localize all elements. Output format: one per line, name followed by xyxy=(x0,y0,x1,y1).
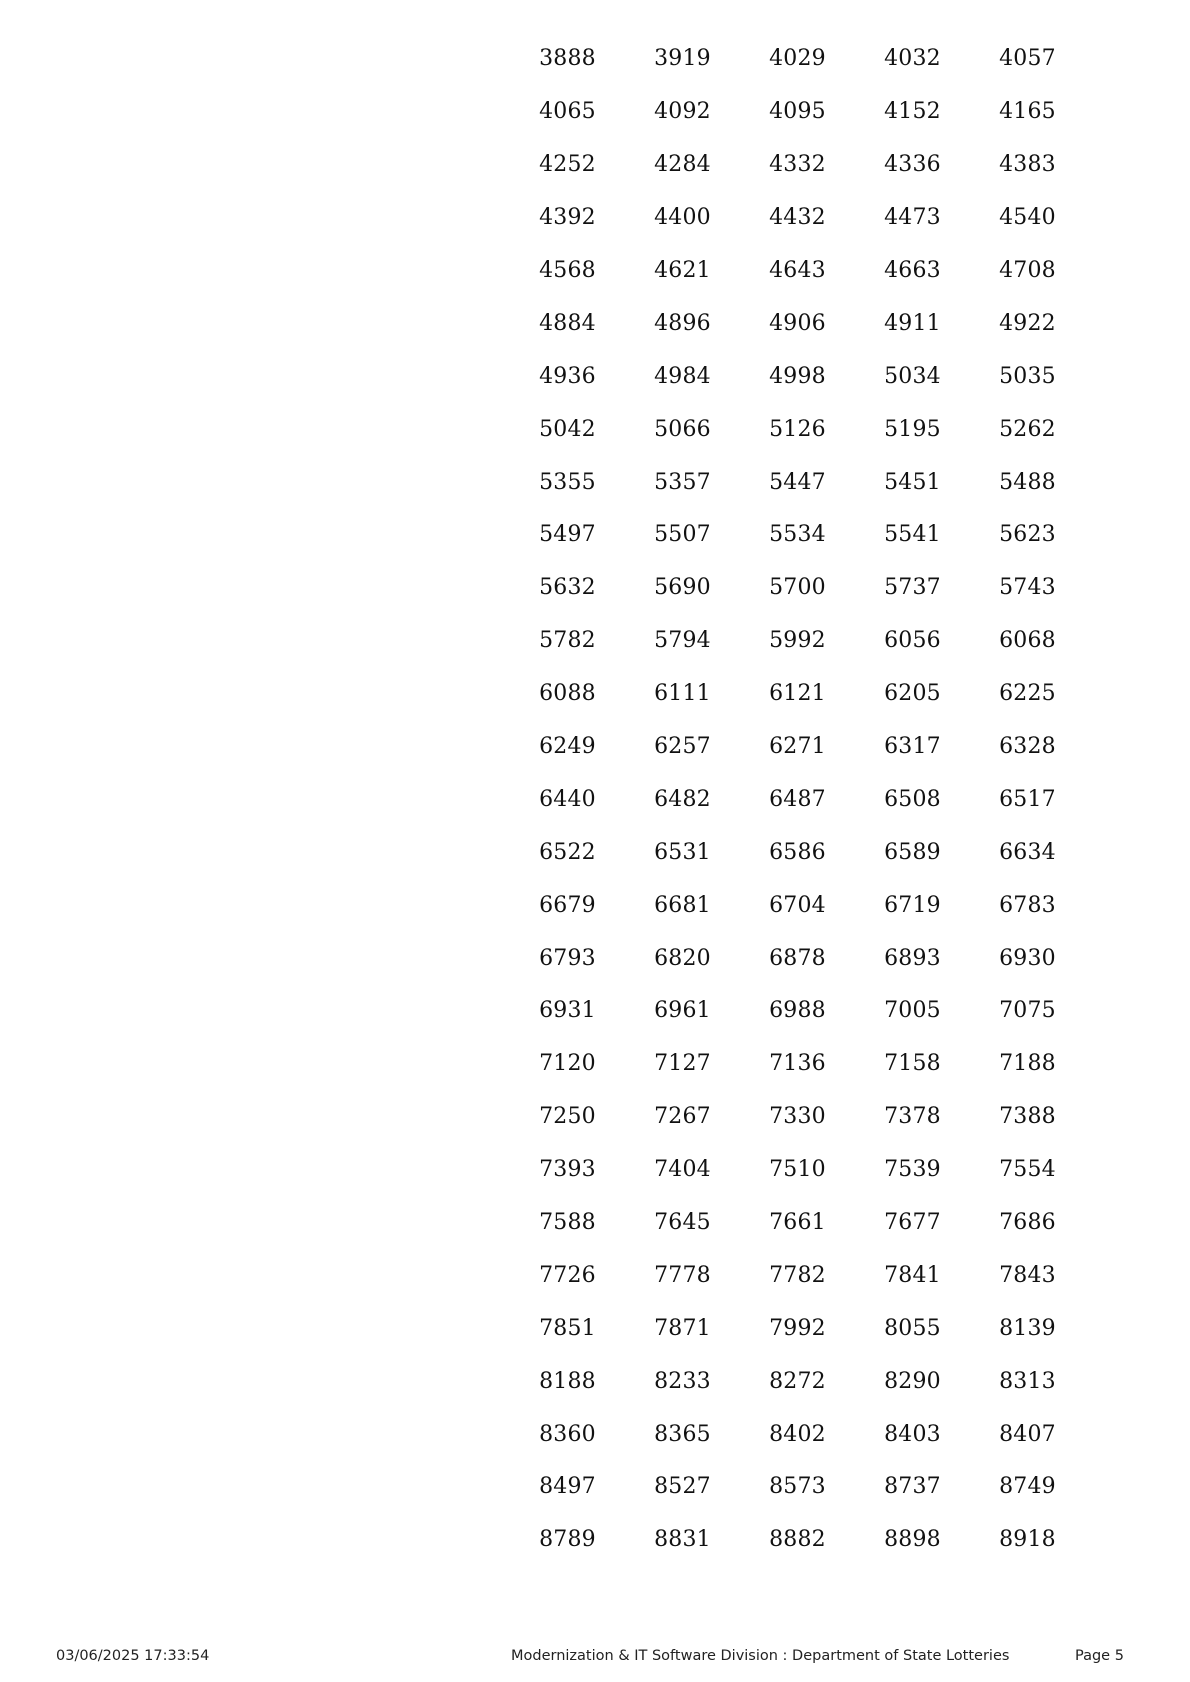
ticket-number: 7136 xyxy=(769,1051,826,1077)
number-row xyxy=(510,350,1110,403)
ticket-number: 5126 xyxy=(769,416,826,442)
ticket-number: 8402 xyxy=(769,1421,826,1447)
ticket-number: 5262 xyxy=(999,416,1056,442)
ticket-number: 5632 xyxy=(539,575,596,601)
ticket-number: 5035 xyxy=(999,363,1056,389)
number-row xyxy=(510,826,1110,879)
ticket-number: 7843 xyxy=(999,1262,1056,1288)
ticket-number: 6508 xyxy=(884,786,941,812)
ticket-number: 5623 xyxy=(999,522,1056,548)
ticket-number: 7686 xyxy=(999,1210,1056,1236)
ticket-number: 4152 xyxy=(884,99,941,125)
ticket-number: 6589 xyxy=(884,839,941,865)
ticket-number: 8360 xyxy=(539,1421,596,1447)
ticket-number: 7250 xyxy=(539,1104,596,1130)
ticket-number: 4400 xyxy=(654,205,711,231)
ticket-number: 8290 xyxy=(884,1368,941,1394)
ticket-number: 7588 xyxy=(539,1210,596,1236)
ticket-number: 4032 xyxy=(884,46,941,72)
number-row xyxy=(510,1408,1110,1461)
ticket-number: 8918 xyxy=(999,1527,1056,1553)
number-row xyxy=(510,1038,1110,1091)
ticket-number: 8188 xyxy=(539,1368,596,1394)
number-row xyxy=(510,403,1110,456)
ticket-number: 5992 xyxy=(769,628,826,654)
ticket-number: 6225 xyxy=(999,681,1056,707)
ticket-number: 8573 xyxy=(769,1474,826,1500)
ticket-number: 4621 xyxy=(654,258,711,283)
ticket-number: 6893 xyxy=(884,945,941,971)
ticket-number: 3888 xyxy=(539,46,596,72)
ticket-number: 7871 xyxy=(654,1315,711,1341)
ticket-number: 7005 xyxy=(884,998,941,1024)
number-row xyxy=(510,245,1110,298)
ticket-number: 8749 xyxy=(999,1474,1056,1500)
ticket-number: 8882 xyxy=(769,1527,826,1553)
ticket-number: 8055 xyxy=(884,1315,941,1341)
ticket-number: 8789 xyxy=(539,1527,596,1553)
ticket-number: 4643 xyxy=(769,258,826,283)
ticket-number: 4936 xyxy=(539,363,596,389)
ticket-number: 7992 xyxy=(769,1315,826,1341)
ticket-number: 7188 xyxy=(999,1051,1056,1077)
ticket-number: 6961 xyxy=(654,998,711,1024)
ticket-number: 5690 xyxy=(654,575,711,601)
ticket-number: 6482 xyxy=(654,786,711,812)
ticket-number: 4252 xyxy=(539,152,596,178)
ticket-number: 6586 xyxy=(769,839,826,865)
ticket-number: 6088 xyxy=(539,681,596,707)
ticket-number: 7782 xyxy=(769,1262,826,1288)
ticket-number: 6111 xyxy=(654,681,711,707)
ticket-number: 5794 xyxy=(654,628,711,654)
page-footer xyxy=(0,1648,1190,1668)
number-row xyxy=(510,33,1110,86)
ticket-number: 8737 xyxy=(884,1474,941,1500)
ticket-number: 6249 xyxy=(539,734,596,760)
ticket-number: 4906 xyxy=(769,310,826,336)
ticket-number: 7075 xyxy=(999,998,1056,1024)
number-row xyxy=(510,1302,1110,1355)
ticket-number: 7267 xyxy=(654,1104,711,1130)
footer-page-number: Page 5 xyxy=(1075,1648,1124,1664)
ticket-number: 6121 xyxy=(769,681,826,707)
number-row xyxy=(510,668,1110,721)
winning-numbers-grid xyxy=(510,33,1110,1567)
ticket-number: 6205 xyxy=(884,681,941,707)
number-row xyxy=(510,1091,1110,1144)
number-row xyxy=(510,615,1110,668)
ticket-number: 5507 xyxy=(654,522,711,548)
ticket-number: 6487 xyxy=(769,786,826,812)
number-row xyxy=(510,1249,1110,1302)
number-row xyxy=(510,139,1110,192)
number-row xyxy=(510,879,1110,932)
ticket-number: 5066 xyxy=(654,416,711,442)
number-row xyxy=(510,509,1110,562)
ticket-number: 8272 xyxy=(769,1368,826,1394)
ticket-number: 5782 xyxy=(539,628,596,654)
ticket-number: 7393 xyxy=(539,1157,596,1183)
ticket-number: 6056 xyxy=(884,628,941,654)
ticket-number: 7778 xyxy=(654,1262,711,1288)
ticket-number: 4911 xyxy=(884,310,941,336)
footer-division-name: Modernization & IT Software Division : Department of State Lotteries xyxy=(511,1648,1010,1664)
ticket-number: 7726 xyxy=(539,1262,596,1288)
number-row xyxy=(510,562,1110,615)
ticket-number: 4540 xyxy=(999,205,1056,231)
ticket-number: 6634 xyxy=(999,839,1056,865)
ticket-number: 6931 xyxy=(539,998,596,1024)
number-row xyxy=(510,985,1110,1038)
ticket-number: 7330 xyxy=(769,1104,826,1130)
ticket-number: 6531 xyxy=(654,839,711,865)
ticket-number: 7404 xyxy=(654,1157,711,1183)
ticket-number: 5034 xyxy=(884,363,941,389)
ticket-number: 6681 xyxy=(654,892,711,918)
number-row xyxy=(510,1514,1110,1567)
ticket-number: 7539 xyxy=(884,1157,941,1183)
ticket-number: 5541 xyxy=(884,522,941,548)
ticket-number: 6930 xyxy=(999,945,1056,971)
ticket-number: 4984 xyxy=(654,363,711,389)
ticket-number: 4568 xyxy=(539,258,596,283)
number-row xyxy=(510,297,1110,350)
ticket-number: 6704 xyxy=(769,892,826,918)
ticket-number: 5737 xyxy=(884,575,941,601)
ticket-number: 4057 xyxy=(999,46,1056,72)
ticket-number: 6328 xyxy=(999,734,1056,760)
ticket-number: 8313 xyxy=(999,1368,1056,1394)
ticket-number: 7378 xyxy=(884,1104,941,1130)
ticket-number: 3919 xyxy=(654,46,711,72)
ticket-number: 6317 xyxy=(884,734,941,760)
number-row xyxy=(510,86,1110,139)
ticket-number: 4998 xyxy=(769,363,826,389)
ticket-number: 6440 xyxy=(539,786,596,812)
ticket-number: 4896 xyxy=(654,310,711,336)
ticket-number: 4663 xyxy=(884,258,941,283)
ticket-number: 8233 xyxy=(654,1368,711,1394)
ticket-number: 4065 xyxy=(539,99,596,125)
ticket-number: 7851 xyxy=(539,1315,596,1341)
ticket-number: 6522 xyxy=(539,839,596,865)
ticket-number: 8403 xyxy=(884,1421,941,1447)
ticket-number: 7554 xyxy=(999,1157,1056,1183)
ticket-number: 5451 xyxy=(884,469,941,495)
ticket-number: 4284 xyxy=(654,152,711,178)
number-row xyxy=(510,773,1110,826)
ticket-number: 8365 xyxy=(654,1421,711,1447)
footer-timestamp: 03/06/2025 17:33:54 xyxy=(56,1648,210,1664)
ticket-number: 7841 xyxy=(884,1262,941,1288)
ticket-number: 5497 xyxy=(539,522,596,548)
ticket-number: 6271 xyxy=(769,734,826,760)
ticket-number: 4029 xyxy=(769,46,826,72)
ticket-number: 4383 xyxy=(999,152,1056,178)
ticket-number: 6793 xyxy=(539,945,596,971)
ticket-number: 6878 xyxy=(769,945,826,971)
ticket-number: 4092 xyxy=(654,99,711,125)
ticket-number: 8139 xyxy=(999,1315,1056,1341)
ticket-number: 5355 xyxy=(539,469,596,495)
ticket-number: 6517 xyxy=(999,786,1056,812)
number-row xyxy=(510,721,1110,774)
ticket-number: 4392 xyxy=(539,205,596,231)
ticket-number: 8527 xyxy=(654,1474,711,1500)
number-row xyxy=(510,1144,1110,1197)
ticket-number: 7127 xyxy=(654,1051,711,1077)
number-row xyxy=(510,1461,1110,1514)
ticket-number: 7120 xyxy=(539,1051,596,1077)
ticket-number: 6068 xyxy=(999,628,1056,654)
ticket-number: 4922 xyxy=(999,310,1056,336)
number-row xyxy=(510,456,1110,509)
ticket-number: 6783 xyxy=(999,892,1056,918)
number-row xyxy=(510,192,1110,245)
ticket-number: 4884 xyxy=(539,310,596,336)
ticket-number: 8898 xyxy=(884,1527,941,1553)
ticket-number: 7661 xyxy=(769,1210,826,1236)
ticket-number: 7158 xyxy=(884,1051,941,1077)
ticket-number: 4332 xyxy=(769,152,826,178)
ticket-number: 4095 xyxy=(769,99,826,125)
ticket-number: 6719 xyxy=(884,892,941,918)
ticket-number: 5195 xyxy=(884,416,941,442)
ticket-number: 4473 xyxy=(884,205,941,231)
number-row xyxy=(510,932,1110,985)
ticket-number: 4336 xyxy=(884,152,941,178)
number-row xyxy=(510,1355,1110,1408)
ticket-number: 5488 xyxy=(999,469,1056,495)
ticket-number: 5743 xyxy=(999,575,1056,601)
ticket-number: 8831 xyxy=(654,1527,711,1553)
ticket-number: 5700 xyxy=(769,575,826,601)
ticket-number: 4432 xyxy=(769,205,826,231)
ticket-number: 8497 xyxy=(539,1474,596,1500)
ticket-number: 6988 xyxy=(769,998,826,1024)
number-row xyxy=(510,1197,1110,1250)
ticket-number: 7510 xyxy=(769,1157,826,1183)
ticket-number: 6679 xyxy=(539,892,596,918)
ticket-number: 5357 xyxy=(654,469,711,495)
ticket-number: 7677 xyxy=(884,1210,941,1236)
ticket-number: 4165 xyxy=(999,99,1056,125)
ticket-number: 5447 xyxy=(769,469,826,495)
ticket-number: 6257 xyxy=(654,734,711,760)
ticket-number: 7388 xyxy=(999,1104,1056,1130)
ticket-number: 6820 xyxy=(654,945,711,971)
ticket-number: 5534 xyxy=(769,522,826,548)
ticket-number: 8407 xyxy=(999,1421,1056,1447)
ticket-number: 7645 xyxy=(654,1210,711,1236)
ticket-number: 5042 xyxy=(539,416,596,442)
ticket-number: 4708 xyxy=(999,258,1056,283)
